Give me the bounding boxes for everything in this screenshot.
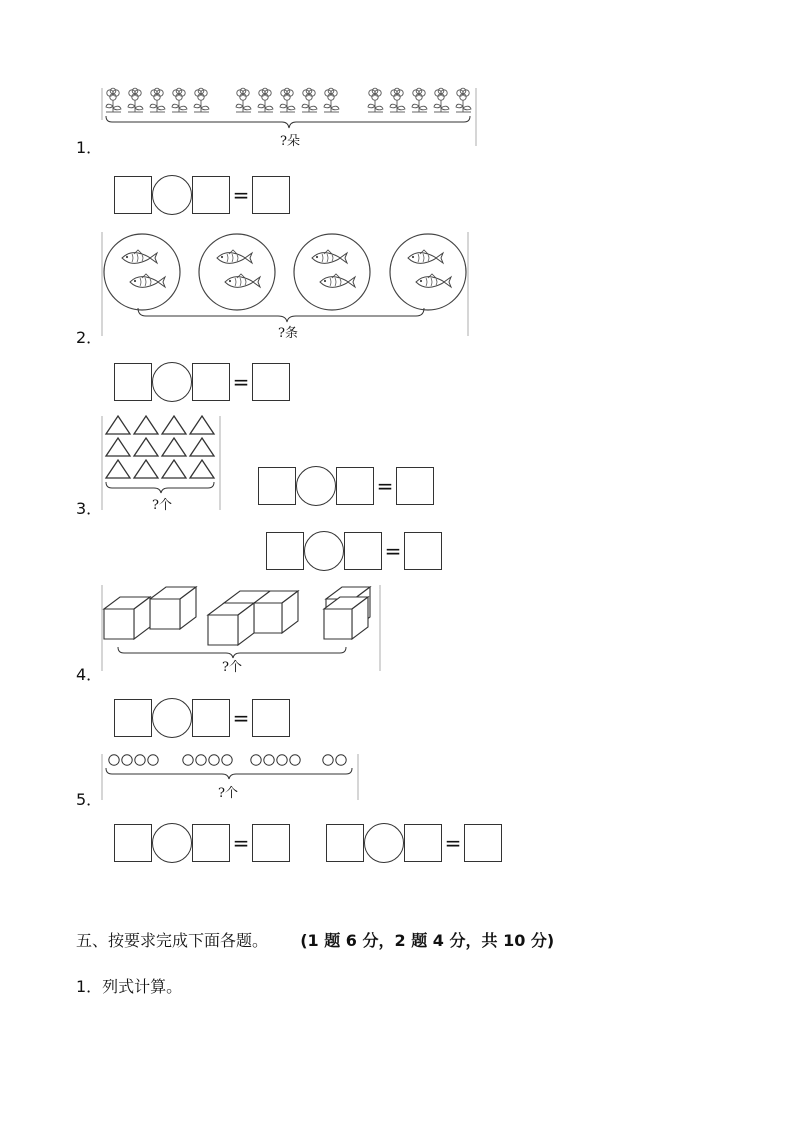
answer-box[interactable] bbox=[192, 176, 230, 214]
cube-figure bbox=[100, 583, 384, 673]
equals-sign: = bbox=[232, 706, 250, 730]
circle-icon bbox=[148, 755, 158, 765]
answer-box[interactable] bbox=[114, 699, 152, 737]
section-5-item-1: 1．列式计算。 bbox=[76, 977, 183, 996]
answer-box[interactable] bbox=[114, 176, 152, 214]
problem-5-total-label: ?个 bbox=[218, 786, 238, 801]
result-box[interactable] bbox=[464, 824, 502, 862]
equals-sign: = bbox=[376, 474, 394, 498]
equals-sign: = bbox=[384, 539, 402, 563]
answer-box[interactable] bbox=[326, 824, 364, 862]
circle-icon bbox=[277, 755, 287, 765]
operator-circle[interactable] bbox=[152, 175, 192, 215]
operator-circle[interactable] bbox=[304, 531, 344, 571]
answer-box[interactable] bbox=[336, 467, 374, 505]
problem-1-equation bbox=[114, 175, 290, 215]
circle-icon bbox=[135, 755, 145, 765]
circle-icon bbox=[323, 755, 333, 765]
circle-icon bbox=[122, 755, 132, 765]
answer-box[interactable] bbox=[266, 532, 304, 570]
circle-icon bbox=[183, 755, 193, 765]
result-box[interactable] bbox=[404, 532, 442, 570]
answer-box[interactable] bbox=[192, 824, 230, 862]
result-box[interactable] bbox=[252, 176, 290, 214]
operator-circle[interactable] bbox=[364, 823, 404, 863]
plate-icon bbox=[199, 234, 275, 310]
answer-box[interactable] bbox=[192, 363, 230, 401]
problem-5-equation-b bbox=[326, 823, 502, 863]
problem-4-total-label: ?个 bbox=[222, 660, 242, 675]
circle-icon bbox=[336, 755, 346, 765]
circle-icon bbox=[222, 755, 232, 765]
operator-circle[interactable] bbox=[152, 698, 192, 738]
problem-2-number: 2． bbox=[76, 328, 103, 347]
problem-4-number: 4． bbox=[76, 665, 103, 684]
problem-3-number: 3． bbox=[76, 499, 103, 518]
cube-icon bbox=[324, 587, 380, 639]
section-5-heading bbox=[76, 928, 554, 951]
equals-sign: = bbox=[232, 183, 250, 207]
circle-icon bbox=[209, 755, 219, 765]
cube-icon bbox=[208, 591, 298, 645]
equals-sign: = bbox=[232, 370, 250, 394]
problem-3-total-label: ?个 bbox=[152, 498, 172, 513]
problem-4-equation bbox=[114, 698, 290, 738]
problem-3-equation-a bbox=[258, 466, 434, 506]
problem-2-total-label: ?条 bbox=[278, 326, 298, 341]
answer-box[interactable] bbox=[114, 824, 152, 862]
answer-box[interactable] bbox=[114, 363, 152, 401]
problem-3-equation-b bbox=[266, 531, 442, 571]
operator-circle[interactable] bbox=[296, 466, 336, 506]
answer-box[interactable] bbox=[192, 699, 230, 737]
problem-1-number: 1． bbox=[76, 138, 103, 157]
plate-icon bbox=[294, 234, 370, 310]
plate-icon bbox=[390, 234, 466, 310]
equals-sign: = bbox=[444, 831, 462, 855]
cube-icon bbox=[104, 587, 196, 639]
result-box[interactable] bbox=[252, 699, 290, 737]
circle-icon bbox=[251, 755, 261, 765]
circle-icon bbox=[290, 755, 300, 765]
problem-5-number: 5． bbox=[76, 790, 103, 809]
problem-2-equation bbox=[114, 362, 290, 402]
result-box[interactable] bbox=[396, 467, 434, 505]
plate-icon bbox=[104, 234, 180, 310]
answer-box[interactable] bbox=[344, 532, 382, 570]
operator-circle[interactable] bbox=[152, 362, 192, 402]
result-box[interactable] bbox=[252, 363, 290, 401]
section-5-points: (1 题 6 分，2 题 4 分，共 10 分) bbox=[300, 931, 555, 950]
answer-box[interactable] bbox=[404, 824, 442, 862]
problem-1-total-label: ?朵 bbox=[280, 134, 300, 149]
circle-icon bbox=[196, 755, 206, 765]
circle-icon bbox=[264, 755, 274, 765]
problem-5-equation-a bbox=[114, 823, 290, 863]
circle-icon bbox=[109, 755, 119, 765]
section-5-title: 五、按要求完成下面各题。 bbox=[76, 931, 269, 950]
equals-sign: = bbox=[232, 831, 250, 855]
answer-box[interactable] bbox=[258, 467, 296, 505]
operator-circle[interactable] bbox=[152, 823, 192, 863]
result-box[interactable] bbox=[252, 824, 290, 862]
